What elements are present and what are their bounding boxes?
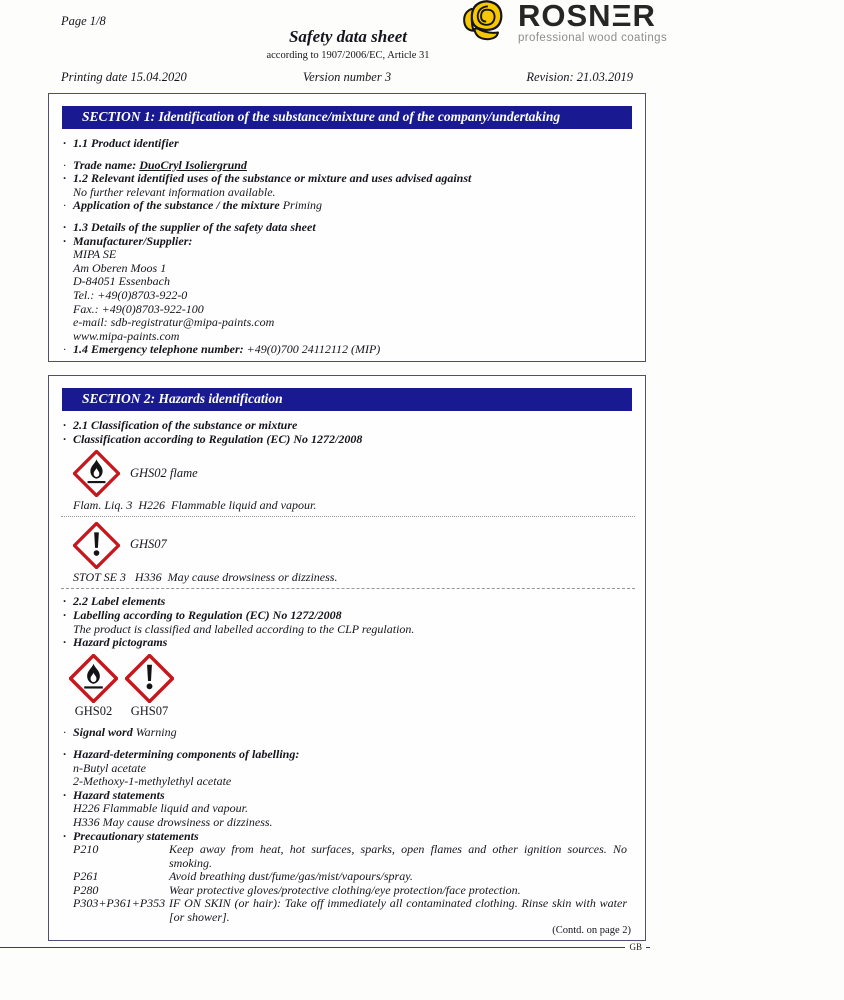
page-number: Page 1/8 (61, 14, 106, 28)
ghs07-exclamation-pictogram-icon (73, 522, 120, 569)
section-1-content (49, 129, 645, 357)
language-code: GB (625, 942, 646, 952)
precautionary-code: P210 (73, 842, 99, 857)
dashed-separator (61, 588, 635, 589)
ghs02-flame-pictogram-icon (69, 654, 118, 703)
section-1-heading: SECTION 1: Identification of the substance/mixture and of the company/undertaking (62, 106, 632, 129)
document-subtitle: according to 1907/2006/EC, Article 31 (266, 50, 430, 61)
document-meta-row (61, 70, 633, 85)
s2-labelling-heading: · Labelling according to Regulation (EC) No 1272/2008 (73, 609, 627, 623)
precautionary-row (73, 884, 627, 898)
printing-date: Printing date 15.04.2020 (61, 70, 187, 84)
brand-name: ROSNΞR (518, 0, 656, 33)
ghs07-classification-row (73, 522, 627, 569)
hazard-statement-h336: H336 May cause drowsiness or dizziness. (73, 814, 273, 829)
s1-application-line (73, 199, 627, 213)
component-item: n-Butyl acetate (73, 760, 146, 775)
supplier-city: D-84051 Essenbach (73, 274, 170, 289)
section-2-content (49, 411, 645, 925)
ghs02-classification-row (73, 450, 627, 497)
precautionary-heading: · Precautionary statements (73, 830, 627, 844)
dotted-separator (61, 516, 635, 517)
signal-word-label: Signal word (73, 725, 136, 740)
precautionary-row (73, 843, 627, 870)
precautionary-row (73, 870, 627, 884)
section-2-heading: SECTION 2: Hazards identification (62, 388, 632, 411)
application-value: Priming (282, 198, 323, 213)
ghs02-pictogram-block (69, 654, 118, 719)
s2-classification-heading: · 2.1 Classification of the substance or mixture (73, 419, 627, 433)
s1-emergency-line (73, 343, 627, 357)
ghs02-flame-label: GHS02 flame (130, 465, 198, 480)
ghs02-flame-pictogram-icon (73, 450, 120, 497)
hazard-pictograms-heading: · Hazard pictograms (73, 636, 627, 650)
ghs07-caption: GHS07 (130, 703, 169, 718)
clp-line: The product is classified and labelled according to the CLP regulation. (73, 621, 415, 636)
signal-word-value: Warning (135, 725, 177, 740)
precautionary-text: Keep away from heat, hot surfaces, sparks, open flames and other ignition sources. No smoking. (169, 842, 627, 870)
s1-uses-heading: · 1.2 Relevant identified uses of the substance or mixture and uses advised against (73, 172, 627, 186)
precautionary-code: P280 (73, 882, 99, 897)
signal-word-line (73, 726, 627, 740)
precautionary-text: Avoid breathing dust/fume/gas/mist/vapours/spray. (169, 869, 413, 884)
ghs02-caption: GHS02 (74, 703, 113, 718)
supplier-street: Am Oberen Moos 1 (73, 260, 167, 275)
precautionary-code: P303+P361+P353 (73, 896, 166, 911)
section-1-box (48, 93, 646, 362)
emergency-label: 1.4 Emergency telephone number: (73, 342, 244, 357)
supplier-tel: Tel.: +49(0)8703-922-0 (73, 287, 188, 302)
hazard-statement-h226: H226 Flammable liquid and vapour. (73, 801, 248, 816)
s2-label-elements-heading: · 2.2 Label elements (73, 595, 627, 609)
stot-statement: STOT SE 3 H336 May cause drowsiness or dizziness. (73, 569, 338, 584)
s1-uses-value: No further relevant information available. (73, 184, 276, 199)
version-number: Version number 3 (302, 70, 392, 84)
trade-name-value: DuoCryl Isoliergrund (139, 157, 247, 172)
document-title: Safety data sheet (288, 27, 408, 46)
ghs07-label: GHS07 (130, 537, 167, 552)
ghs07-exclamation-pictogram-icon (125, 654, 174, 703)
precautionary-text: Wear protective gloves/protective clothing/eye protection/face protection. (169, 882, 521, 897)
application-label: Application of the substance / the mixture (73, 198, 283, 213)
supplier-fax: Fax.: +49(0)8703-922-100 (73, 301, 204, 316)
revision-date: Revision: 21.03.2019 (526, 70, 633, 84)
ghs07-pictogram-block (125, 654, 174, 719)
s1-manufacturer-label: · Manufacturer/Supplier: (73, 235, 627, 249)
brand-tagline: professional wood coatings (518, 32, 668, 44)
precautionary-text: IF ON SKIN (or hair): Take off immediately all contaminated clothing. Rinse skin with water [or shower]. (169, 896, 627, 925)
trade-name-label: Trade name: (73, 157, 140, 172)
hazard-pictograms-group (69, 654, 627, 719)
supplier-email: e-mail: sdb-registratur@mipa-paints.com (73, 315, 275, 330)
page-footer-rule (0, 942, 650, 952)
components-heading: · Hazard-determining components of labelling: (73, 748, 627, 762)
continued-note: (Contd. on page 2) (552, 925, 631, 936)
section-2-box (48, 375, 646, 941)
s1-product-identifier-heading: · 1.1 Product identifier (73, 137, 627, 151)
flam-liq-statement: Flam. Liq. 3 H226 Flammable liquid and vapour. (73, 498, 317, 513)
hazard-statements-heading: · Hazard statements (73, 789, 627, 803)
precautionary-row (73, 897, 627, 924)
s1-supplier-heading: · 1.3 Details of the supplier of the safety data sheet (73, 221, 627, 235)
supplier-website: www.mipa-paints.com (73, 328, 180, 343)
s2-regulation-heading: · Classification according to Regulation (EC) No 1272/2008 (73, 433, 627, 447)
precautionary-code: P261 (73, 869, 99, 884)
supplier-name: MIPA SE (73, 247, 117, 262)
s1-trade-name-line (73, 159, 627, 173)
component-item: 2-Methoxy-1-methylethyl acetate (73, 774, 232, 789)
emergency-value: +49(0)700 24112112 (MIP) (243, 342, 381, 357)
